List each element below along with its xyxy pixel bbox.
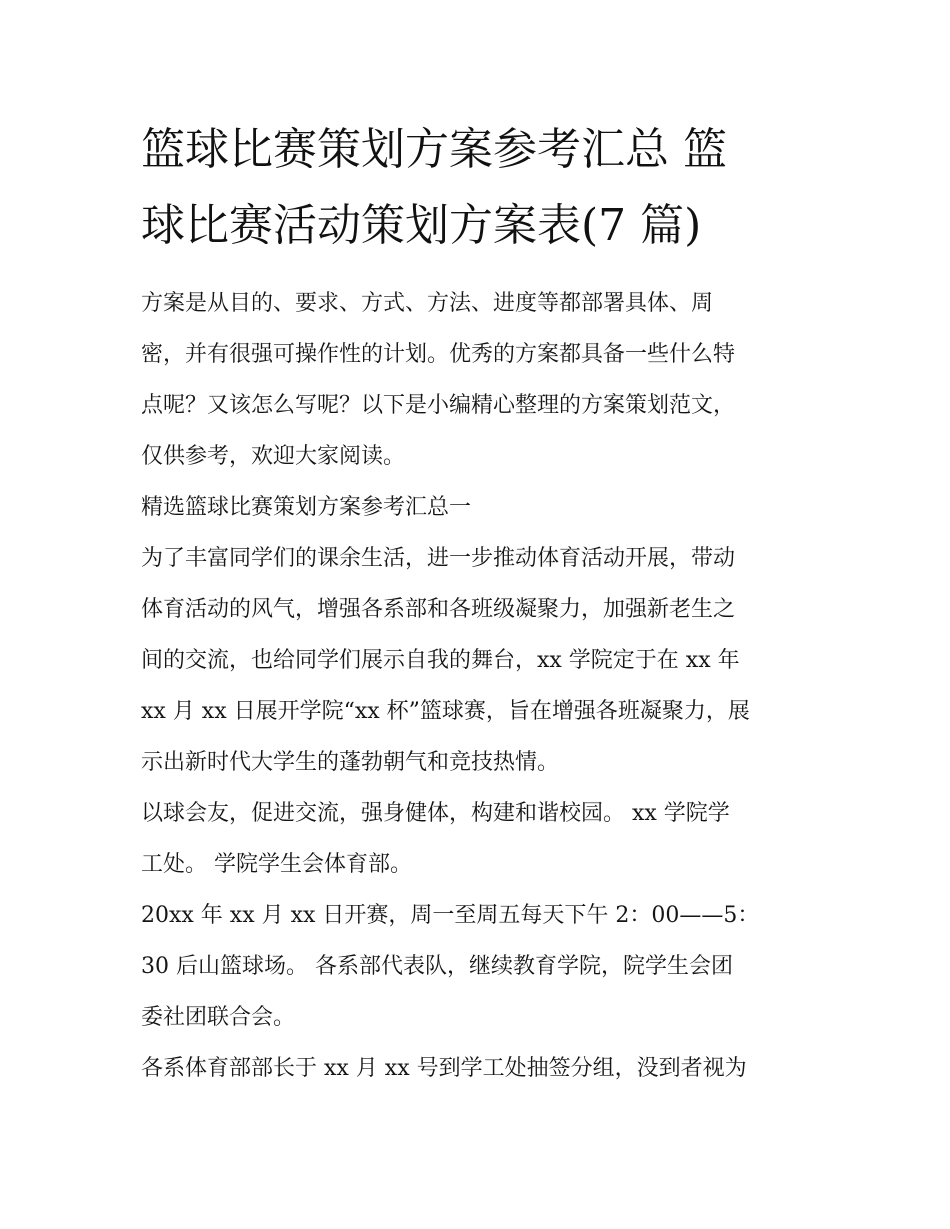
text-line: 委社团联合会。 (141, 1005, 296, 1030)
text-line: 点呢？又该怎么写呢？以下是小编精心整理的方案策划范文， (141, 393, 736, 418)
document-content (141, 112, 813, 1094)
text-line: 各系体育部部长于 xx 月 xx 号到学工处抽签分组，没到者视为 (141, 1056, 747, 1081)
title-line: 球比赛活动策划方案表(7 篇) (141, 200, 702, 251)
text-line: 以球会友，促进交流，强身健体，构建和谐校园。 xx 学院学 (141, 801, 730, 826)
title-line: 篮球比赛策划方案参考汇总 篮 (141, 124, 727, 175)
text-line: 30 后山篮球场。 各系部代表队，继续教育学院，院学生会团 (141, 954, 733, 979)
text-line: 20xx 年 xx 月 xx 日开赛，周一至周五每天下午 2：00——5： (141, 903, 760, 928)
text-line: xx 月 xx 日展开学院“xx 杯”篮球赛，旨在增强各班凝聚力，展 (141, 699, 750, 724)
text-line: 间的交流，也给同学们展示自我的舞台，xx 学院定于在 xx 年 (141, 648, 740, 673)
intro-paragraph (141, 278, 813, 482)
text-line: 仅供参考，欢迎大家阅读。 (141, 444, 406, 469)
schedule-paragraph (141, 890, 813, 1043)
purpose-paragraph (141, 533, 813, 788)
text-line: 密，并有很强可操作性的计划。优秀的方案都具备一些什么特 (141, 342, 736, 367)
theme-paragraph (141, 788, 813, 890)
text-line: 示出新时代大学生的蓬勃朝气和竞技热情。 (141, 750, 560, 775)
text-line: 精选篮球比赛策划方案参考汇总一 (141, 495, 472, 520)
document-body (141, 278, 813, 1094)
draw-paragraph (141, 1043, 813, 1094)
text-line: 为了丰富同学们的课余生活，进一步推动体育活动开展，带动 (141, 546, 736, 571)
text-line: 方案是从目的、要求、方式、方法、进度等都部署具体、周 (141, 291, 714, 316)
document-title (141, 112, 813, 264)
text-line: 工处。 学院学生会体育部。 (141, 852, 412, 877)
text-line: 体育活动的风气，增强各系部和各班级凝聚力，加强新老生之 (141, 597, 736, 622)
section-heading (141, 482, 813, 533)
